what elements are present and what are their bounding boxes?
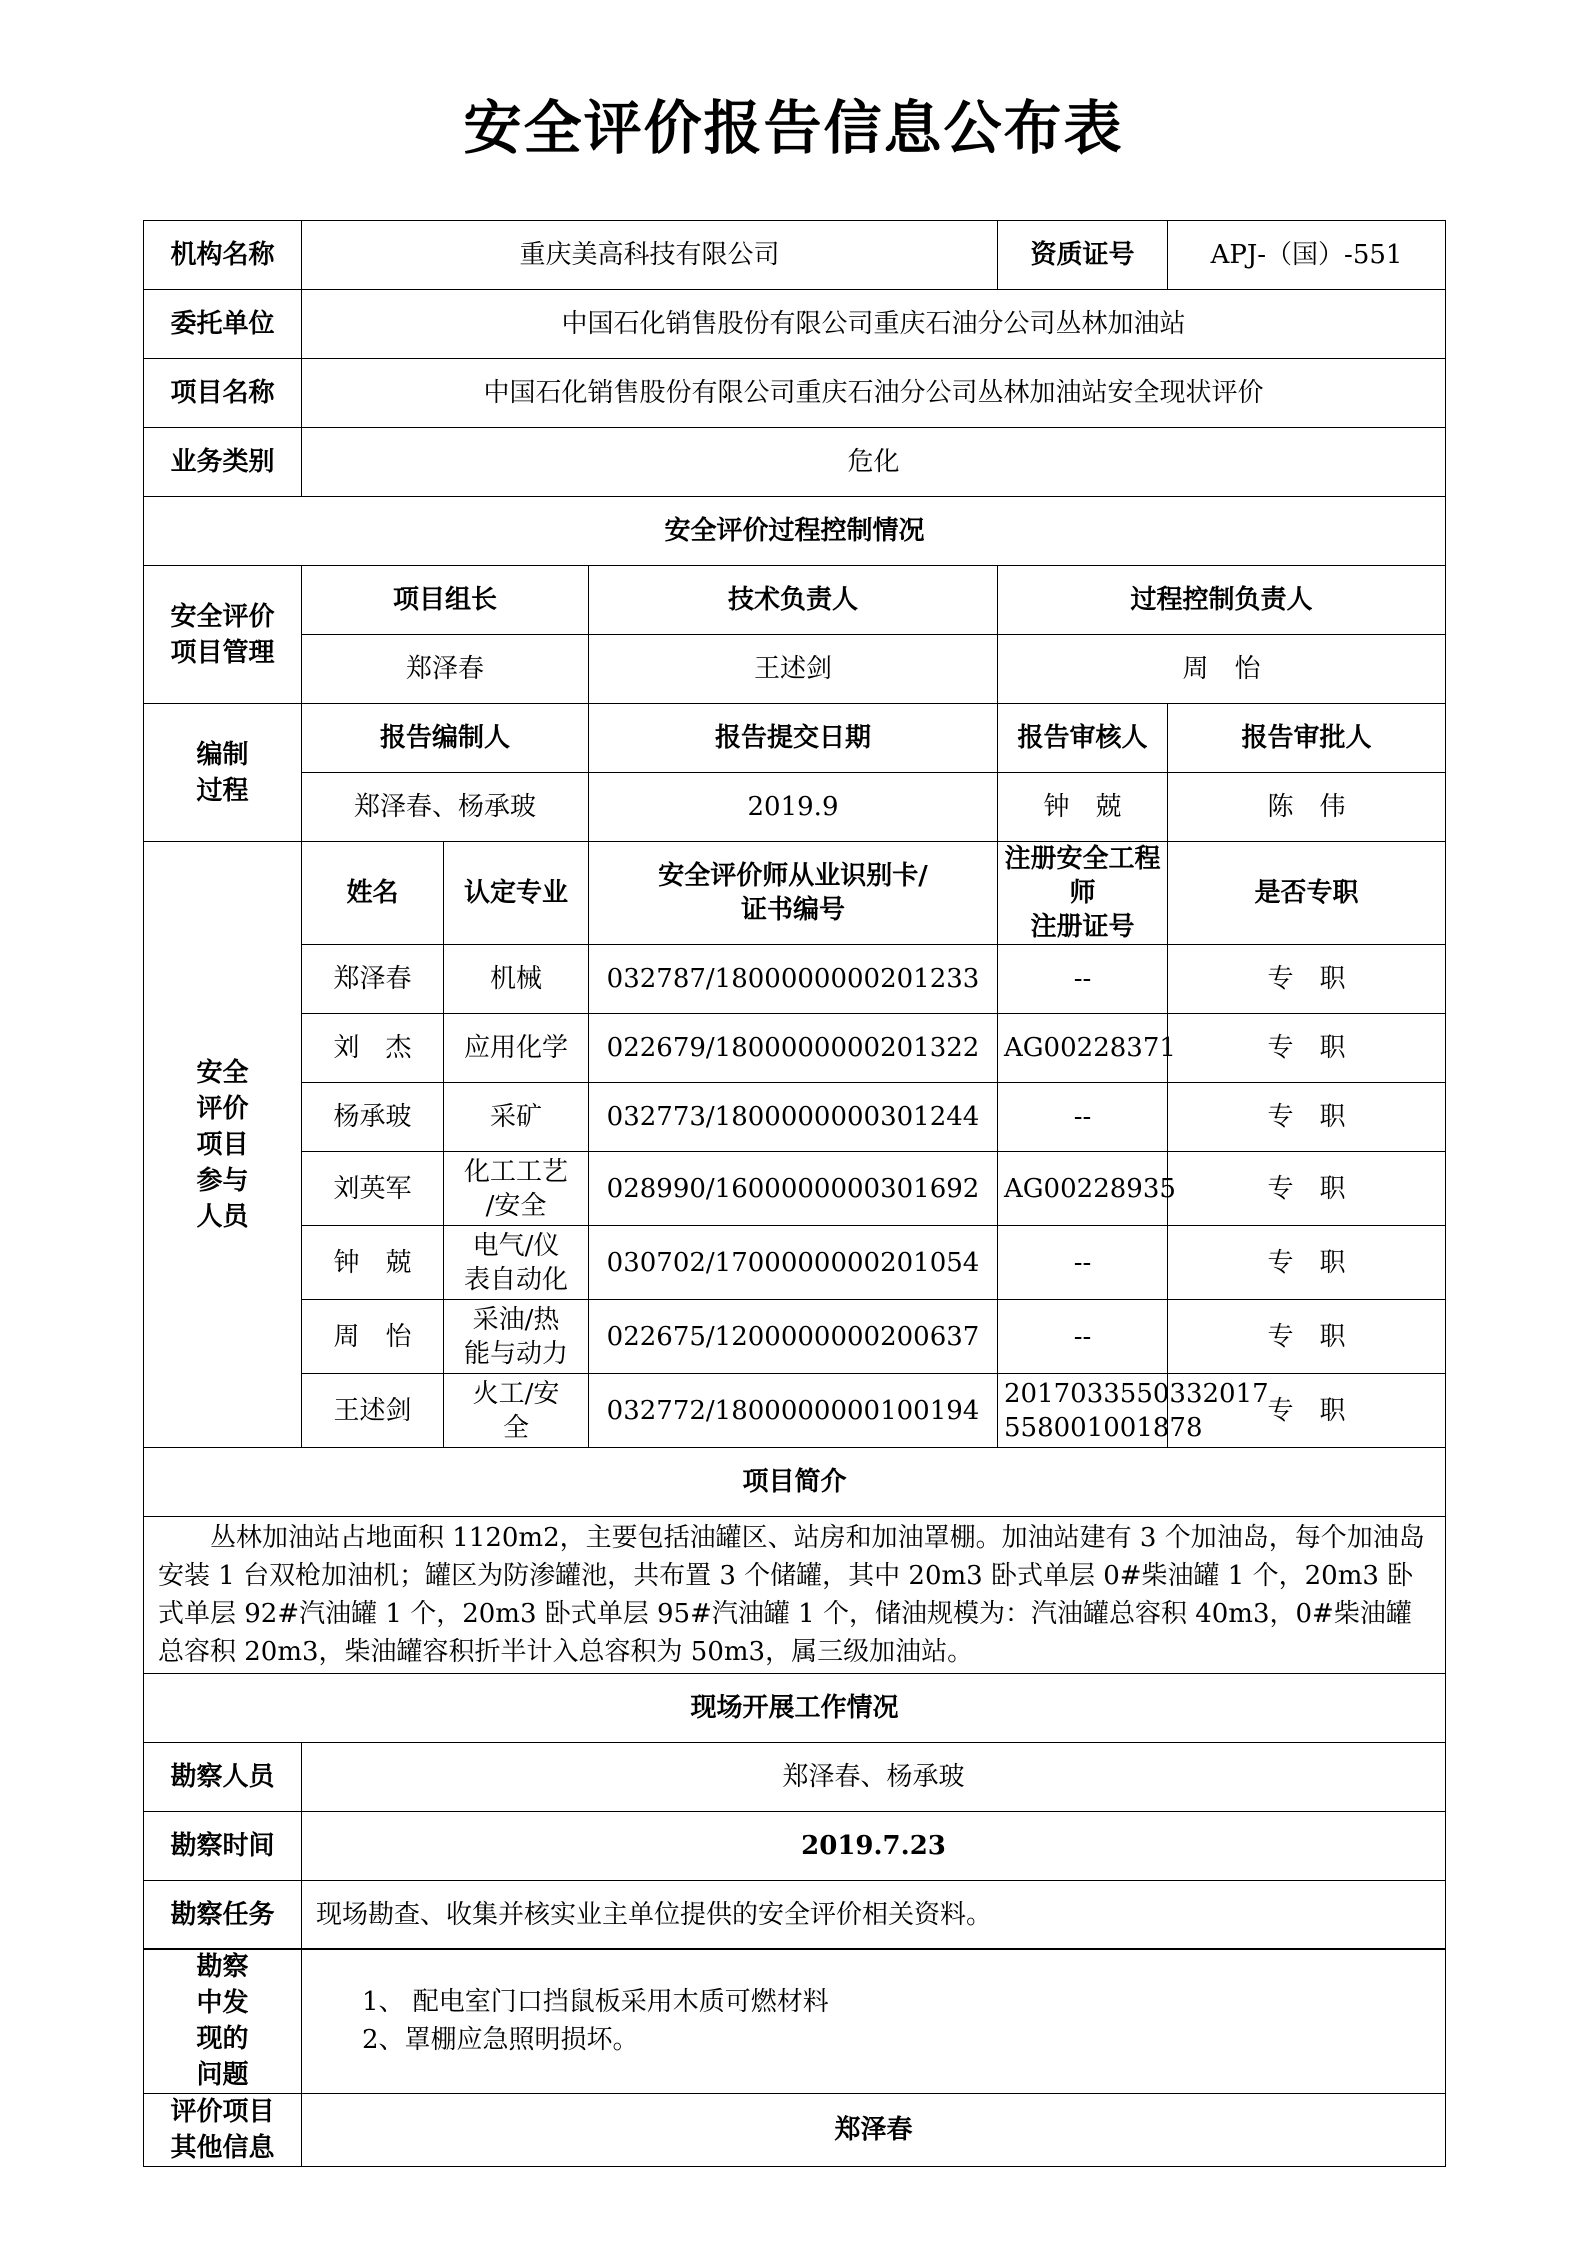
participant-reg-line1: AG00228371 bbox=[1004, 1033, 1176, 1063]
participants-label-line: 评价 bbox=[196, 1093, 249, 1124]
fieldwork-time-label: 勘察时间 bbox=[144, 1812, 302, 1881]
process-section-title: 安全评价过程控制情况 bbox=[144, 497, 1446, 566]
participant-major-line1: 应用化学 bbox=[463, 1033, 568, 1063]
participant-fulltime: 专 职 bbox=[1168, 1014, 1446, 1083]
participant-reg bbox=[998, 1374, 1269, 1448]
participant-fulltime: 专 职 bbox=[1168, 1152, 1446, 1226]
management-value-tech: 王述剑 bbox=[589, 635, 998, 704]
business-row bbox=[144, 428, 1446, 497]
management-value-process: 周 怡 bbox=[998, 635, 1446, 704]
participant-name: 王述剑 bbox=[302, 1374, 444, 1448]
participant-fulltime: 专 职 bbox=[1168, 1374, 1446, 1448]
participants-header-major: 认定专业 bbox=[444, 842, 589, 945]
list-item: 1、 配电室门口挡鼠板采用木质可燃材料 bbox=[362, 1987, 829, 2017]
participant-card: 022679/1800000000201322 bbox=[589, 1014, 998, 1083]
participants-header-name: 姓名 bbox=[302, 842, 444, 945]
participant-reg bbox=[998, 1226, 1168, 1300]
participant-major bbox=[444, 1300, 589, 1374]
management-value-row bbox=[144, 635, 1446, 704]
participants-label-line: 项目 bbox=[196, 1129, 249, 1160]
management-header-tech: 技术负责人 bbox=[589, 566, 998, 635]
participants-header-card-line1: 安全评价师从业识别卡/ bbox=[658, 861, 928, 891]
fieldwork-title: 现场开展工作情况 bbox=[144, 1674, 1446, 1743]
participants-label-line: 安全 bbox=[196, 1057, 249, 1088]
issues-row bbox=[144, 1949, 1446, 2094]
fieldwork-time-row bbox=[144, 1812, 1446, 1881]
compile-header-author: 报告编制人 bbox=[302, 704, 589, 773]
fieldwork-task-value: 现场勘查、收集并核实业主单位提供的安全评价相关资料。 bbox=[302, 1881, 1446, 1950]
participant-card: 022675/1200000000200637 bbox=[589, 1300, 998, 1374]
participant-reg bbox=[998, 945, 1168, 1014]
participant-card: 032773/1800000000301244 bbox=[589, 1083, 998, 1152]
participant-name: 周 怡 bbox=[302, 1300, 444, 1374]
table-row bbox=[144, 1152, 1446, 1226]
summary-title: 项目简介 bbox=[144, 1448, 1446, 1517]
participant-fulltime: 专 职 bbox=[1168, 1083, 1446, 1152]
fieldwork-staff-value: 郑泽春、杨承玻 bbox=[302, 1743, 1446, 1812]
list-item: 2、罩棚应急照明损坏。 bbox=[362, 2025, 639, 2055]
business-label: 业务类别 bbox=[144, 428, 302, 497]
participants-header-card bbox=[589, 842, 998, 945]
participant-reg-line1: -- bbox=[1073, 964, 1092, 994]
management-value-leader: 郑泽春 bbox=[302, 635, 589, 704]
participant-major-line1: 火工/安 bbox=[472, 1378, 560, 1409]
business-value: 危化 bbox=[302, 428, 1446, 497]
participant-card: 028990/1600000000301692 bbox=[589, 1152, 998, 1226]
compile-label-line1: 编制 bbox=[196, 739, 249, 770]
participants-header-row bbox=[144, 842, 1446, 945]
info-table bbox=[143, 220, 1446, 1950]
participant-name: 杨承玻 bbox=[302, 1083, 444, 1152]
cert-label: 资质证号 bbox=[998, 221, 1168, 290]
compile-value-date: 2019.9 bbox=[589, 773, 998, 842]
org-name-value: 重庆美高科技有限公司 bbox=[302, 221, 998, 290]
management-label-line1: 安全评价 bbox=[170, 601, 275, 632]
participant-reg bbox=[998, 1014, 1176, 1083]
other-info-row bbox=[144, 2094, 1446, 2167]
participant-name: 郑泽春 bbox=[302, 945, 444, 1014]
participant-reg-line2: 558001001878 bbox=[1004, 1412, 1203, 1443]
compile-header-row bbox=[144, 704, 1446, 773]
participant-name: 刘 杰 bbox=[302, 1014, 444, 1083]
org-name-label: 机构名称 bbox=[144, 221, 302, 290]
fieldwork-staff-row bbox=[144, 1743, 1446, 1812]
participant-reg bbox=[998, 1152, 1176, 1226]
participants-label-line: 参与 bbox=[196, 1165, 249, 1196]
participant-card: 032772/1800000000100194 bbox=[589, 1374, 998, 1448]
participant-reg-line1: -- bbox=[1073, 1102, 1092, 1132]
participant-major bbox=[444, 1152, 589, 1226]
participant-major-line1: 采矿 bbox=[489, 1102, 542, 1132]
compile-value-row bbox=[144, 773, 1446, 842]
table-row bbox=[144, 1226, 1446, 1300]
participants-label-line: 人员 bbox=[196, 1201, 249, 1232]
participants-header-reg-line1: 注册安全工程师 bbox=[1004, 844, 1161, 908]
management-label-line2: 项目管理 bbox=[170, 637, 275, 668]
participant-reg-line1: AG00228935 bbox=[1004, 1173, 1176, 1204]
participant-major-line2: 能与动力 bbox=[463, 1338, 568, 1369]
participant-reg-line1: -- bbox=[1073, 1321, 1092, 1352]
compile-header-approver: 报告审批人 bbox=[1168, 704, 1446, 773]
participant-major-line1: 采油/热 bbox=[472, 1304, 560, 1335]
compile-label-line2: 过程 bbox=[196, 775, 249, 806]
participant-fulltime: 专 职 bbox=[1168, 1300, 1446, 1374]
participant-major-line1: 化工工艺 bbox=[463, 1156, 568, 1187]
participant-fulltime: 专 职 bbox=[1168, 1226, 1446, 1300]
participant-major bbox=[444, 1083, 589, 1152]
fieldwork-task-label: 勘察任务 bbox=[144, 1881, 302, 1950]
project-label: 项目名称 bbox=[144, 359, 302, 428]
org-row bbox=[144, 221, 1446, 290]
participant-major-line1: 机械 bbox=[489, 964, 542, 994]
process-section-row bbox=[144, 497, 1446, 566]
participants-header-reg-line2: 注册证号 bbox=[1030, 912, 1135, 942]
participants-header-fulltime: 是否专职 bbox=[1168, 842, 1446, 945]
participants-label bbox=[144, 842, 302, 1448]
fieldwork-time-value: 2019.7.23 bbox=[302, 1812, 1446, 1881]
participant-major-line2: 表自动化 bbox=[463, 1264, 568, 1295]
summary-text-row bbox=[144, 1517, 1446, 1674]
issues-label bbox=[144, 1949, 302, 2094]
participant-card: 032787/1800000000201233 bbox=[589, 945, 998, 1014]
issues-label-line: 勘察 bbox=[196, 1952, 249, 1982]
participant-major bbox=[444, 945, 589, 1014]
participant-card: 030702/1700000000201054 bbox=[589, 1226, 998, 1300]
compile-value-author: 郑泽春、杨承玻 bbox=[302, 773, 589, 842]
table-row bbox=[144, 945, 1446, 1014]
compile-header-date: 报告提交日期 bbox=[589, 704, 998, 773]
compile-value-reviewer: 钟 兢 bbox=[998, 773, 1168, 842]
other-info-label-line1: 评价项目 bbox=[170, 2097, 275, 2127]
participant-name: 钟 兢 bbox=[302, 1226, 444, 1300]
participant-reg bbox=[998, 1300, 1168, 1374]
fieldwork-title-row bbox=[144, 1674, 1446, 1743]
compile-value-approver: 陈 伟 bbox=[1168, 773, 1446, 842]
issues-label-line: 问题 bbox=[196, 2060, 249, 2090]
client-label: 委托单位 bbox=[144, 290, 302, 359]
participants-header-card-line2: 证书编号 bbox=[741, 895, 846, 925]
client-row bbox=[144, 290, 1446, 359]
issues-table bbox=[143, 1948, 1446, 2167]
management-header-row bbox=[144, 566, 1446, 635]
participant-name: 刘英军 bbox=[302, 1152, 444, 1226]
participant-major bbox=[444, 1014, 589, 1083]
table-row bbox=[144, 1083, 1446, 1152]
participant-major-line2: 全 bbox=[502, 1412, 529, 1443]
cert-value: APJ-（国）-551 bbox=[1168, 221, 1446, 290]
participant-major-line2: /安全 bbox=[485, 1190, 547, 1221]
compile-header-reviewer: 报告审核人 bbox=[998, 704, 1168, 773]
table-row bbox=[144, 1374, 1446, 1448]
participant-major bbox=[444, 1226, 589, 1300]
participant-major-line1: 电气/仪 bbox=[472, 1230, 560, 1261]
project-value: 中国石化销售股份有限公司重庆石油分公司丛林加油站安全现状评价 bbox=[302, 359, 1446, 428]
fieldwork-staff-label: 勘察人员 bbox=[144, 1743, 302, 1812]
compile-label bbox=[144, 704, 302, 842]
summary-text: 丛林加油站占地面积 1120m2，主要包括油罐区、站房和加油罩棚。加油站建有 3 个加油岛，每个加油岛安装 1 台双枪加油机；罐区为防渗罐池，共布置 3 个储罐，其中 20m3 卧式单层 0#柴油罐 1 个，20m3 卧式单层 92#汽油罐 1 个，20m3 卧式单层 95#汽油罐 1 个，储油规模为：汽油罐总容积 40m3，0#柴油罐总容积 20m3，柴油罐容积折半计入总容积为 50m3，属三级加油站。 bbox=[144, 1517, 1446, 1674]
participant-reg-line1: 2017033550332017 bbox=[1004, 1378, 1269, 1409]
management-header-process: 过程控制负责人 bbox=[998, 566, 1446, 635]
participants-header-reg bbox=[998, 842, 1168, 945]
participant-reg bbox=[998, 1083, 1168, 1152]
page-title: 安全评价报告信息公布表 bbox=[463, 94, 1124, 162]
participant-major bbox=[444, 1374, 589, 1448]
table-row bbox=[144, 1014, 1446, 1083]
table-row bbox=[144, 1300, 1446, 1374]
client-value: 中国石化销售股份有限公司重庆石油分公司丛林加油站 bbox=[302, 290, 1446, 359]
participant-fulltime: 专 职 bbox=[1168, 945, 1446, 1014]
issues-list bbox=[302, 1949, 1446, 2094]
issues-label-line: 中发 bbox=[196, 1988, 249, 2018]
management-header-leader: 项目组长 bbox=[302, 566, 589, 635]
management-label bbox=[144, 566, 302, 704]
other-info-value: 郑泽春 bbox=[302, 2094, 1446, 2167]
other-info-label bbox=[144, 2094, 302, 2167]
participant-reg-line1: -- bbox=[1073, 1247, 1092, 1278]
other-info-label-line2: 其他信息 bbox=[170, 2133, 275, 2163]
summary-title-row bbox=[144, 1448, 1446, 1517]
project-row bbox=[144, 359, 1446, 428]
issues-label-line: 现的 bbox=[196, 2024, 249, 2054]
fieldwork-task-row bbox=[144, 1881, 1446, 1950]
